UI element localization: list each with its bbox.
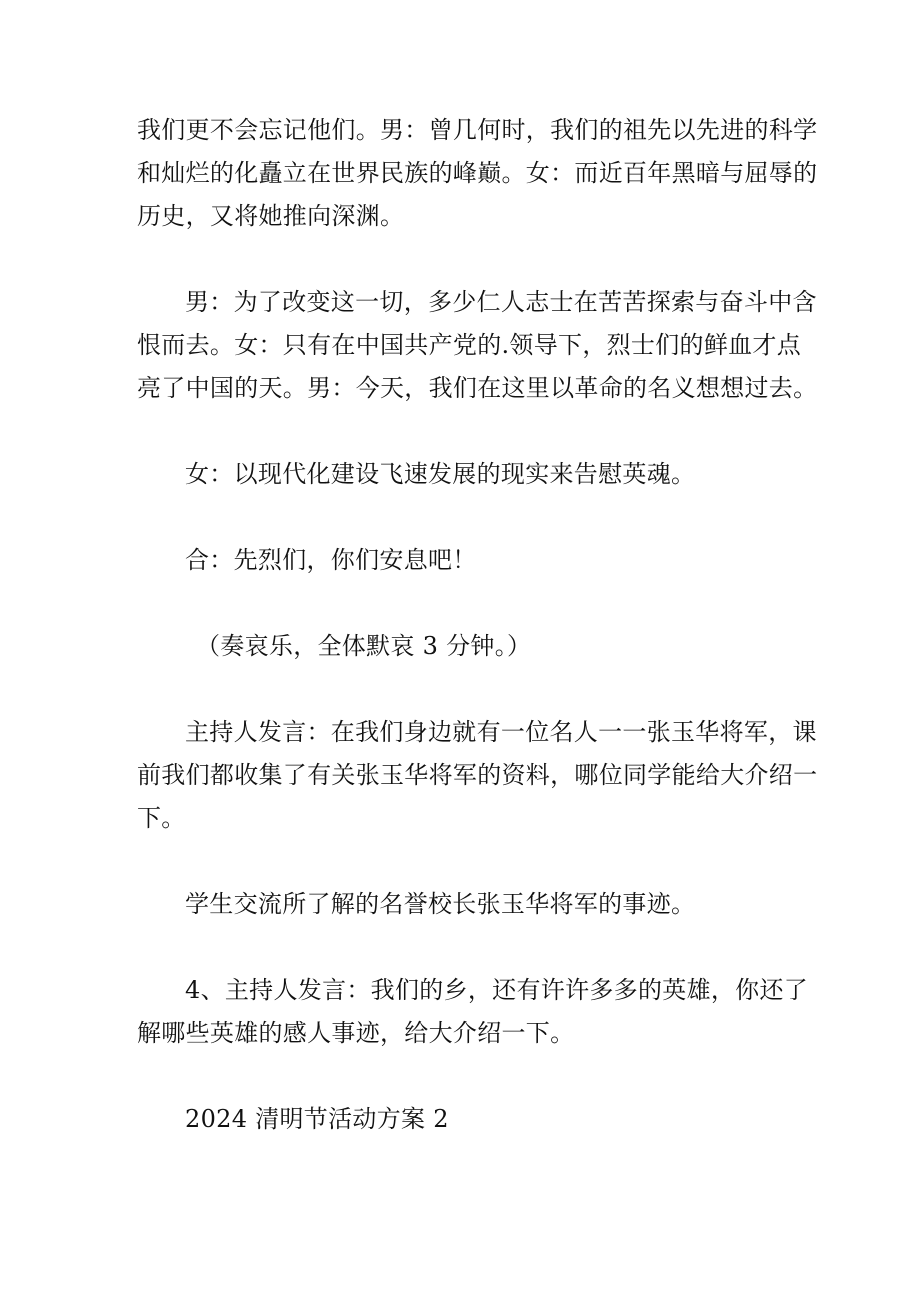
paragraph-3-line-1: 女：以现代化建设飞速发展的现实来告慰英魂。 [185,460,696,488]
paragraph-2-line-2: 恨而去。女：只有在中国共产党的.领导下，烈士们的鲜血才点 [137,331,802,359]
section-heading: 2024 清明节活动方案 2 [185,1105,449,1133]
paragraph-4-line-1: 合：先烈们，你们安息吧！ [185,546,477,574]
paragraph-6-line-1: 主持人发言：在我们身边就有一位名人一一张玉华将军，课 [185,718,817,746]
paragraph-6-line-2: 前我们都收集了有关张玉华将军的资料，哪位同学能给大介绍一 [137,761,818,789]
paragraph-7-line-1: 学生交流所了解的名誉校长张玉华将军的事迹。 [185,890,696,918]
paragraph-1-line-3: 历史，又将她推向深渊。 [137,202,405,230]
paragraph-2-line-1: 男：为了改变这一切，多少仁人志士在苦苦探索与奋斗中含 [185,288,817,316]
paragraph-5-line-1: （奏哀乐，全体默哀 3 分钟。） [196,632,532,660]
paragraph-8-line-2: 解哪些英雄的感人事迹，给大介绍一下。 [137,1019,575,1047]
paragraph-1-line-2: 和灿烂的化矗立在世界民族的峰巅。女：而近百年黑暗与屈辱的 [137,159,818,187]
paragraph-8-line-1: 4、主持人发言：我们的乡，还有许许多多的英雄，你还了 [185,976,809,1004]
paragraph-6-line-3: 下。 [137,804,186,832]
paragraph-1-line-1: 我们更不会忘记他们。男：曾几何时，我们的祖先以先进的科学 [137,116,818,144]
paragraph-2-line-3: 亮了中国的天。男：今天，我们在这里以革命的名义想想过去。 [137,374,818,402]
